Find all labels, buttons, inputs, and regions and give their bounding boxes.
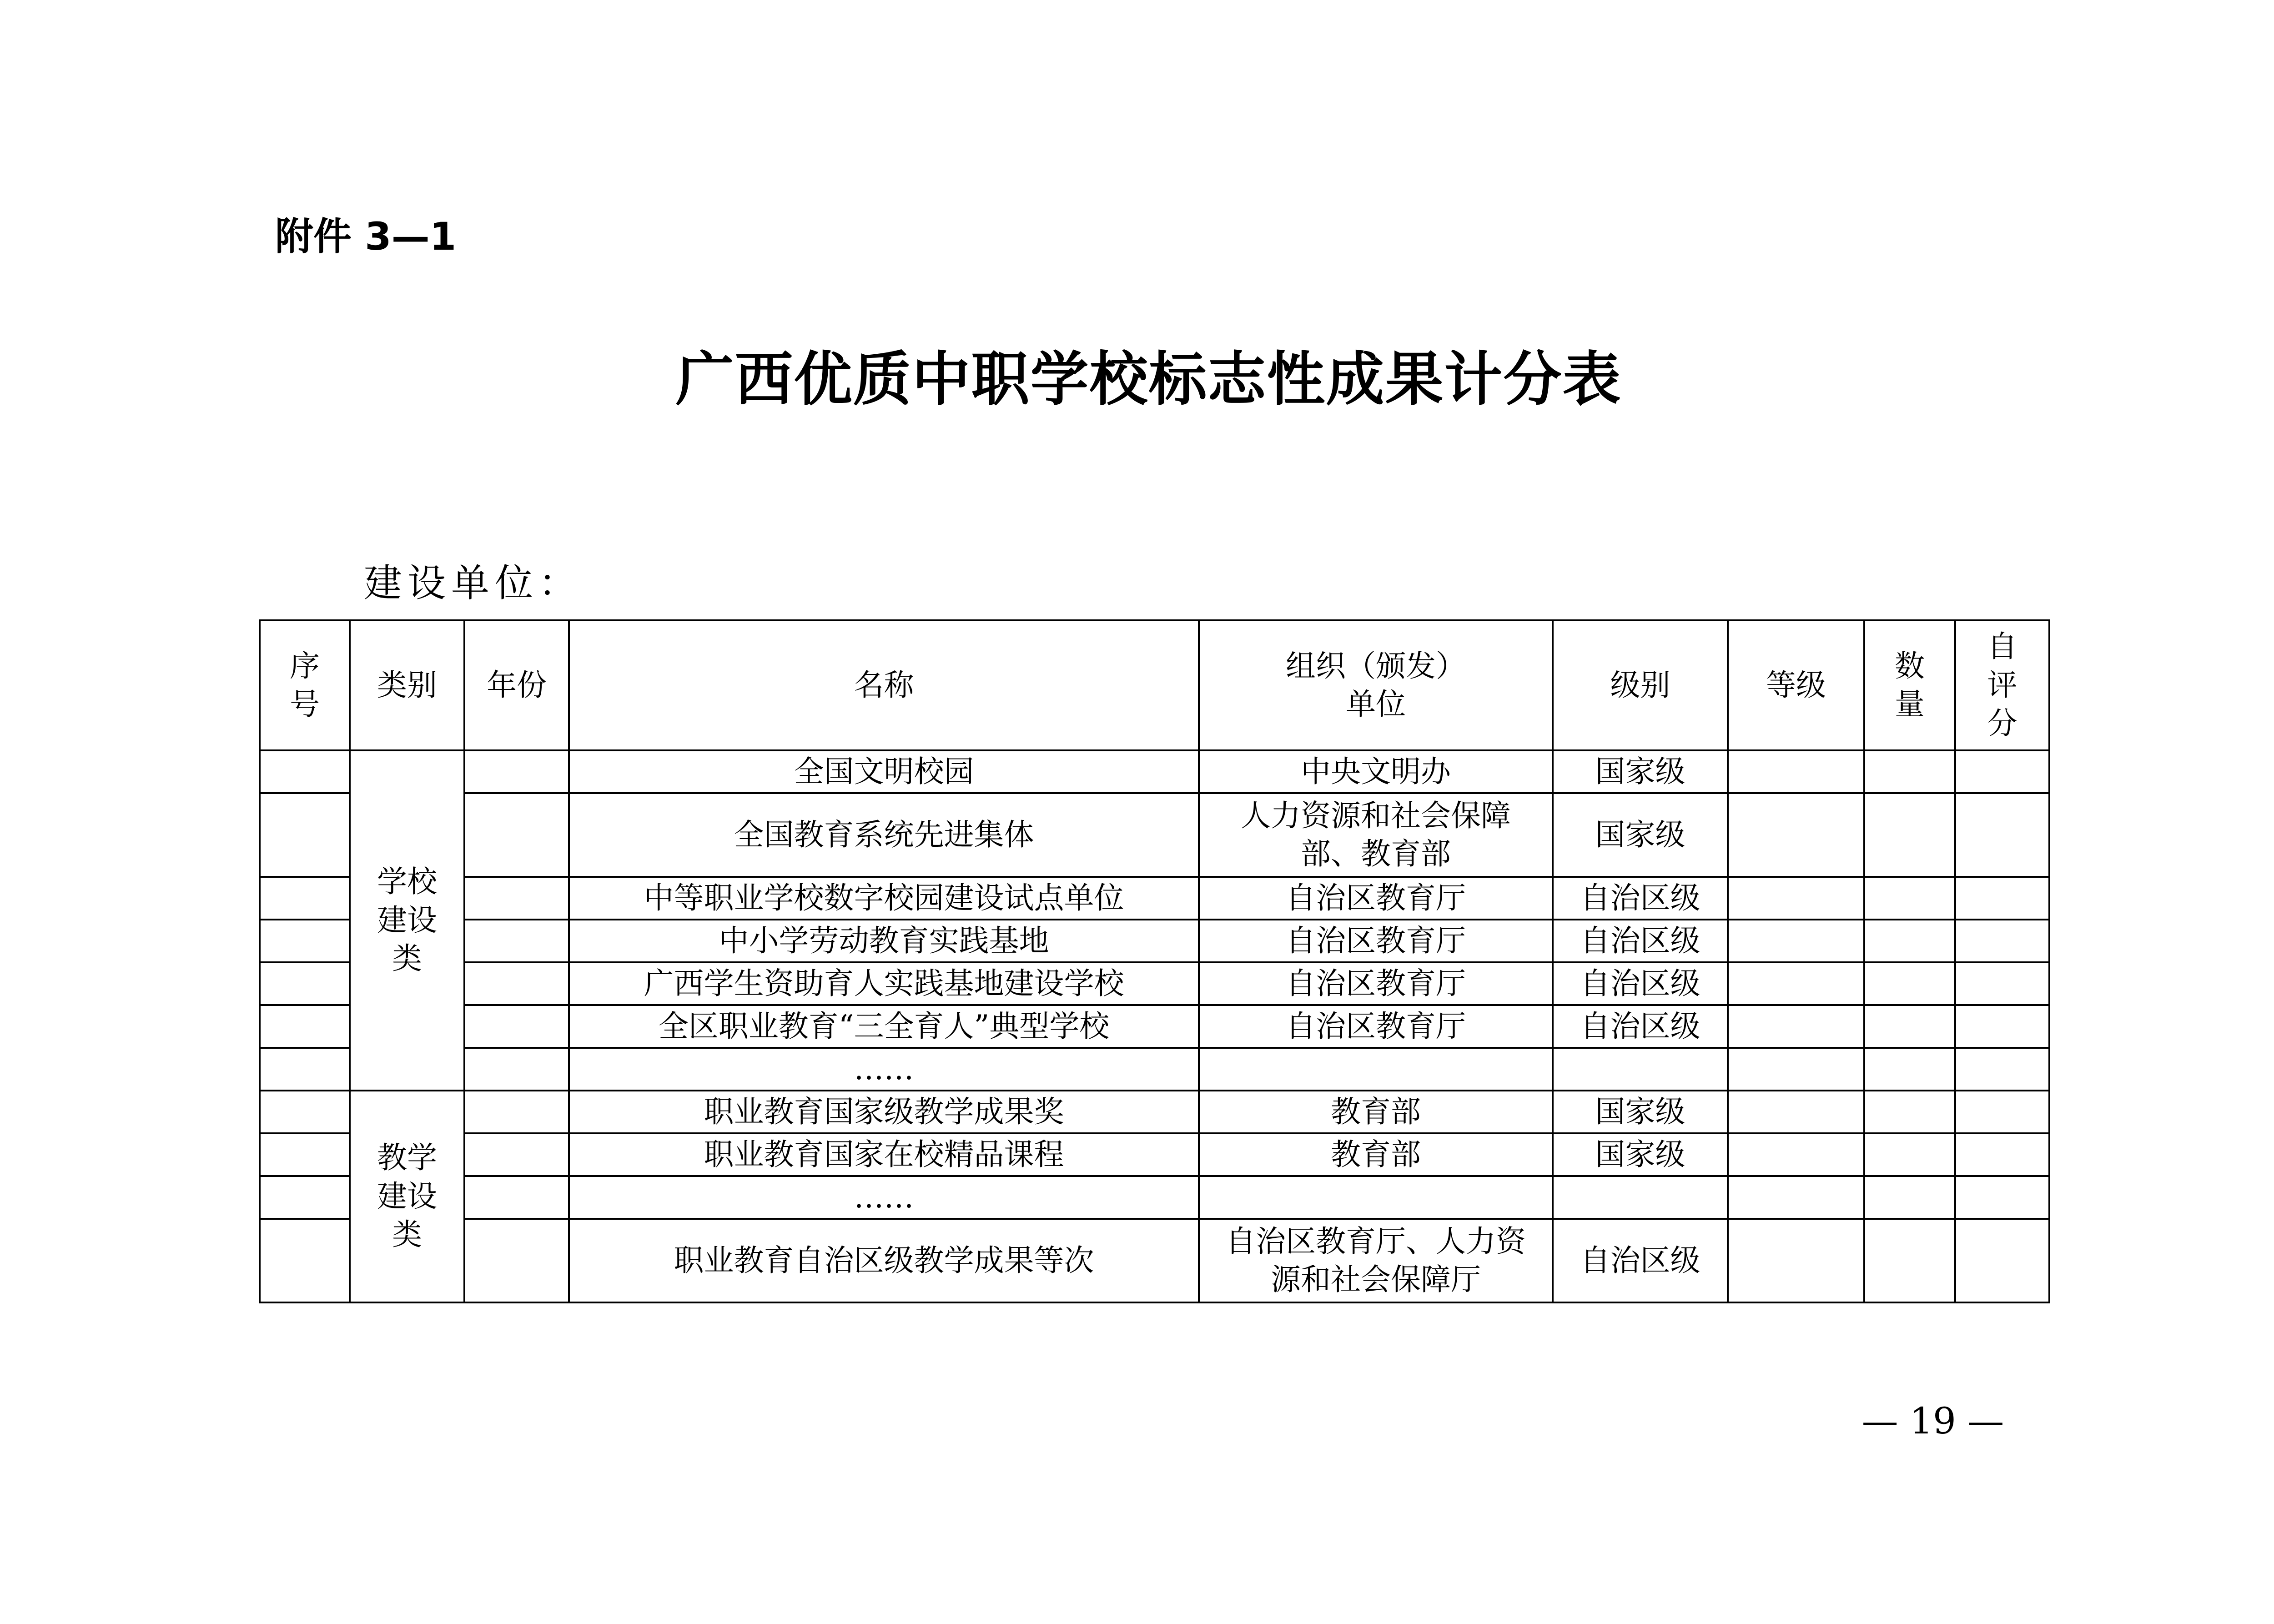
grade-cell — [1728, 1048, 1864, 1091]
table-row — [260, 1176, 2049, 1219]
level-cell: 自治区级 — [1553, 962, 1728, 1005]
seq-cell — [260, 750, 350, 793]
self-score-cell — [1955, 920, 2049, 962]
name-cell: 职业教育国家在校精品课程 — [569, 1133, 1199, 1176]
year-cell — [464, 920, 569, 962]
col-org-header: 组织（颁发） 单位 — [1199, 620, 1553, 750]
name-cell: 全国文明校园 — [569, 750, 1199, 793]
year-cell — [464, 1091, 569, 1133]
quantity-cell — [1864, 920, 1955, 962]
name-cell: 职业教育国家级教学成果奖 — [569, 1091, 1199, 1133]
self-score-cell — [1955, 750, 2049, 793]
seq-cell — [260, 962, 350, 1005]
grade-cell — [1728, 1133, 1864, 1176]
col-category-header: 类别 — [350, 620, 464, 750]
table-row — [260, 877, 2049, 920]
level-cell: 自治区级 — [1553, 1005, 1728, 1048]
name-cell: 职业教育自治区级教学成果等次 — [569, 1219, 1199, 1302]
level-cell: 国家级 — [1553, 750, 1728, 793]
col-grade-header: 等级 — [1728, 620, 1864, 750]
org-cell: 中央文明办 — [1199, 750, 1553, 793]
seq-cell — [260, 1133, 350, 1176]
self-score-cell — [1955, 793, 2049, 877]
category-cell: 学校 建设 类 — [350, 750, 464, 1091]
table-row — [260, 1133, 2049, 1176]
seq-cell — [260, 1005, 350, 1048]
org-cell: 教育部 — [1199, 1133, 1553, 1176]
self-score-cell — [1955, 1176, 2049, 1219]
col-level-header: 级别 — [1553, 620, 1728, 750]
year-cell — [464, 750, 569, 793]
table-row — [260, 750, 2049, 793]
name-cell: 全区职业教育“三全育人”典型学校 — [569, 1005, 1199, 1048]
grade-cell — [1728, 962, 1864, 1005]
org-cell — [1199, 1048, 1553, 1091]
name-cell: 中等职业学校数字校园建设试点单位 — [569, 877, 1199, 920]
org-cell: 自治区教育厅 — [1199, 962, 1553, 1005]
grade-cell — [1728, 793, 1864, 877]
seq-cell — [260, 1048, 350, 1091]
table-row — [260, 1091, 2049, 1133]
category-cell: 教学 建设 类 — [350, 1091, 464, 1302]
name-cell: 全国教育系统先进集体 — [569, 793, 1199, 877]
year-cell — [464, 962, 569, 1005]
table-row — [260, 793, 2049, 877]
table-body — [260, 750, 2049, 1302]
table-row — [260, 1048, 2049, 1091]
quantity-cell — [1864, 793, 1955, 877]
header-row — [260, 620, 2049, 750]
org-cell: 自治区教育厅 — [1199, 920, 1553, 962]
seq-cell — [260, 1176, 350, 1219]
year-cell — [464, 793, 569, 877]
seq-cell — [260, 1219, 350, 1302]
quantity-cell — [1864, 1219, 1955, 1302]
seq-cell — [260, 1091, 350, 1133]
col-seq-header: 序 号 — [260, 620, 350, 750]
org-cell: 教育部 — [1199, 1091, 1553, 1133]
quantity-cell — [1864, 962, 1955, 1005]
org-cell: 自治区教育厅、人力资 源和社会保障厅 — [1199, 1219, 1553, 1302]
year-cell — [464, 1176, 569, 1219]
grade-cell — [1728, 877, 1864, 920]
level-cell: 自治区级 — [1553, 1219, 1728, 1302]
seq-cell — [260, 793, 350, 877]
year-cell — [464, 1048, 569, 1091]
org-cell — [1199, 1176, 1553, 1219]
self-score-cell — [1955, 1091, 2049, 1133]
grade-cell — [1728, 920, 1864, 962]
quantity-cell — [1864, 1176, 1955, 1219]
grade-cell — [1728, 1091, 1864, 1133]
grade-cell — [1728, 1005, 1864, 1048]
quantity-cell — [1864, 750, 1955, 793]
col-name-header: 名称 — [569, 620, 1199, 750]
self-score-cell — [1955, 1133, 2049, 1176]
level-cell: 国家级 — [1553, 793, 1728, 877]
seq-cell — [260, 920, 350, 962]
org-cell: 自治区教育厅 — [1199, 1005, 1553, 1048]
quantity-cell — [1864, 1091, 1955, 1133]
org-cell: 人力资源和社会保障 部、教育部 — [1199, 793, 1553, 877]
year-cell — [464, 1005, 569, 1048]
grade-cell — [1728, 750, 1864, 793]
quantity-cell — [1864, 1048, 1955, 1091]
self-score-cell — [1955, 1005, 2049, 1048]
score-table — [259, 619, 2050, 1303]
grade-cell — [1728, 1219, 1864, 1302]
level-cell: 自治区级 — [1553, 877, 1728, 920]
col-self-score-header: 自 评 分 — [1955, 620, 2049, 750]
level-cell: 国家级 — [1553, 1091, 1728, 1133]
col-year-header: 年份 — [464, 620, 569, 750]
year-cell — [464, 1219, 569, 1302]
col-quantity-header: 数 量 — [1864, 620, 1955, 750]
name-cell: 中小学劳动教育实践基地 — [569, 920, 1199, 962]
level-cell: 国家级 — [1553, 1133, 1728, 1176]
self-score-cell — [1955, 1219, 2049, 1302]
year-cell — [464, 1133, 569, 1176]
seq-cell — [260, 877, 350, 920]
org-cell: 自治区教育厅 — [1199, 877, 1553, 920]
name-cell: …… — [569, 1048, 1199, 1091]
self-score-cell — [1955, 1048, 2049, 1091]
table-row — [260, 920, 2049, 962]
quantity-cell — [1864, 1133, 1955, 1176]
attachment-label: 附件 3—1 — [275, 214, 457, 259]
name-cell: 广西学生资助育人实践基地建设学校 — [569, 962, 1199, 1005]
document-title: 广西优质中职学校标志性成果计分表 — [675, 345, 1622, 413]
name-cell: …… — [569, 1176, 1199, 1219]
table-row — [260, 962, 2049, 1005]
level-cell: 自治区级 — [1553, 920, 1728, 962]
unit-label: 建设单位： — [364, 561, 583, 605]
table-row — [260, 1219, 2049, 1302]
level-cell — [1553, 1176, 1728, 1219]
grade-cell — [1728, 1176, 1864, 1219]
self-score-cell — [1955, 877, 2049, 920]
table-header — [260, 620, 2049, 750]
quantity-cell — [1864, 877, 1955, 920]
year-cell — [464, 877, 569, 920]
self-score-cell — [1955, 962, 2049, 1005]
table-row — [260, 1005, 2049, 1048]
level-cell — [1553, 1048, 1728, 1091]
page-number: — 19 — — [1861, 1400, 2004, 1442]
quantity-cell — [1864, 1005, 1955, 1048]
